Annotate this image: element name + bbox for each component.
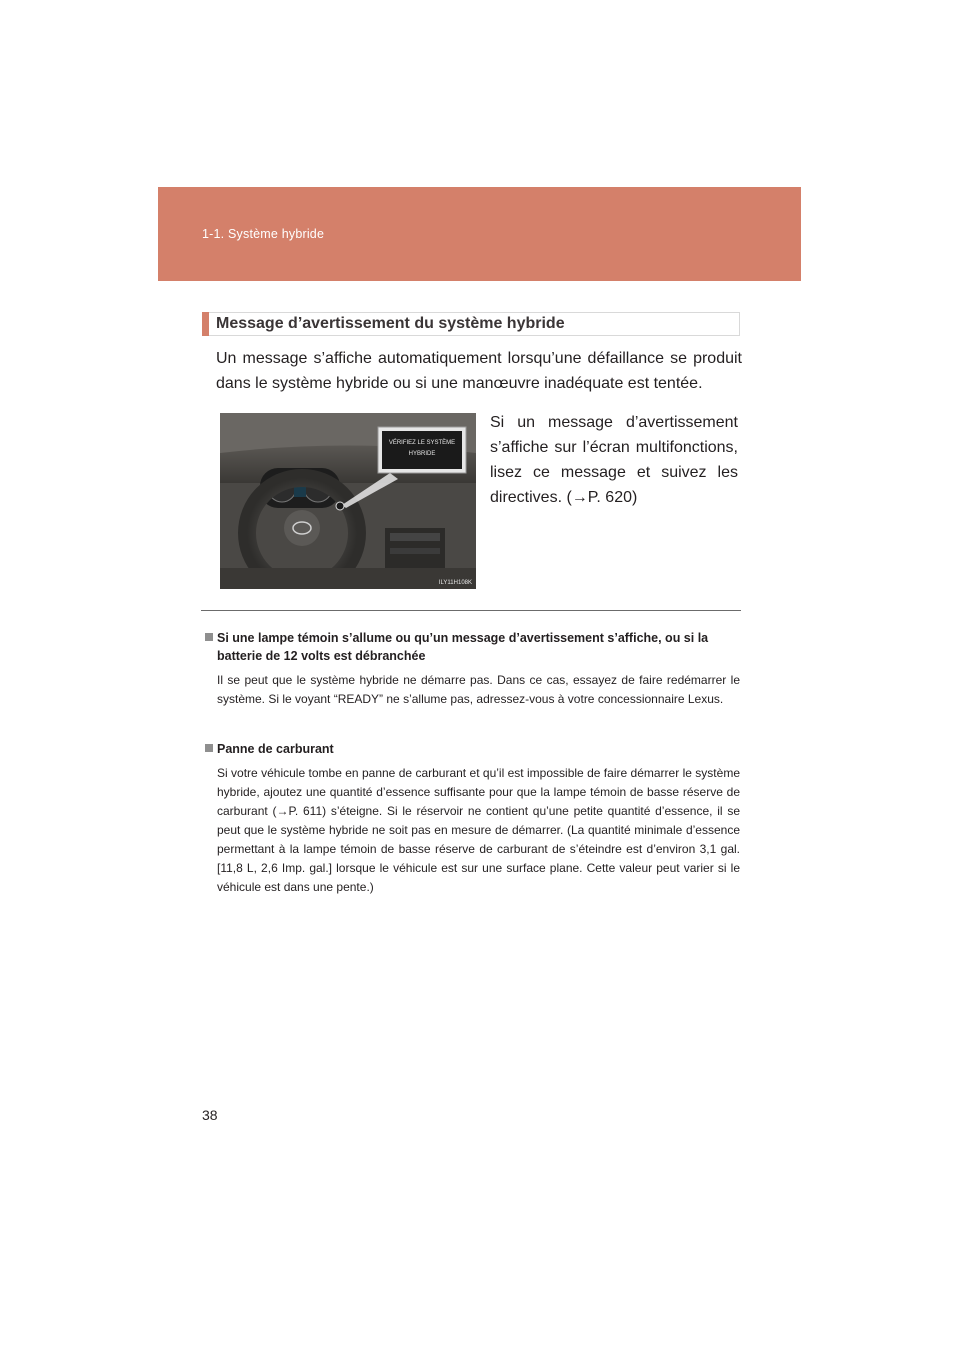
note-title (205, 629, 740, 665)
intro-paragraph: Un message s’affiche automatiquement lorsqu’une défaillance se produit dans le système hybride ou si une manœuvre inadéquate est tentée. (216, 350, 742, 392)
display-line-1: VÉRIFIEZ LE SYSTÈME (388, 440, 456, 446)
note-body: Si votre véhicule tombe en panne de carburant et qu’il est impossible de faire démarrer le système hybride, ajoutez une quantité d’essence suffisante pour que la lampe témoin de basse réserve de carburant (→P. 611) s’éteigne. Si le réservoir ne contient qu’une petite quantité d’essence, il se peut que le système hybride ne soit pas en mesure de démarrer. (La quantité minimale d’essence permettant à la lampe témoin de basse réserve de carburant de s’éteindre est d’environ 3,1 gal. [11,8 L, 2,6 Imp. gal.] lorsque le véhicule est sur une surface plane. Cette valeur peut varier si le véhicule est dans une pente.) (217, 766, 740, 894)
image-code: ILY11H108K (438, 580, 472, 586)
note-12v-battery (205, 629, 740, 709)
section-divider (201, 610, 741, 611)
section-title: 1-1. Système hybride (202, 227, 325, 241)
page-number: 38 (202, 1107, 218, 1123)
callout-paragraph: Si un message d’avertissement s’affiche sur l’écran multifonctions, lisez ce message et suivez les directives. (→P. 620) (490, 414, 738, 506)
heading-accent (202, 312, 209, 336)
note-body: Il se peut que le système hybride ne démarre pas. Dans ce cas, essayez de faire redémarrer le système. Si le voyant “READY” ne s’allume pas, adressez-vous à votre concessionnaire Lexus. (217, 673, 740, 706)
header-band (158, 187, 801, 281)
dashboard-illustration (220, 413, 476, 589)
heading-title: Message d’avertissement du système hybride (216, 315, 565, 332)
display-line-2: HYBRIDE (408, 451, 436, 457)
note-title (205, 740, 740, 758)
note-title-text: Si une lampe témoin s’allume ou qu’un message d’avertissement s’affiche, ou si la batterie de 12 volts est débranchée (217, 631, 709, 663)
square-bullet-icon (205, 744, 213, 752)
section-heading (202, 312, 740, 336)
note-title-text: Panne de carburant (217, 742, 334, 756)
square-bullet-icon (205, 633, 213, 641)
note-fuel (205, 740, 740, 897)
dashboard-figure (220, 413, 476, 589)
